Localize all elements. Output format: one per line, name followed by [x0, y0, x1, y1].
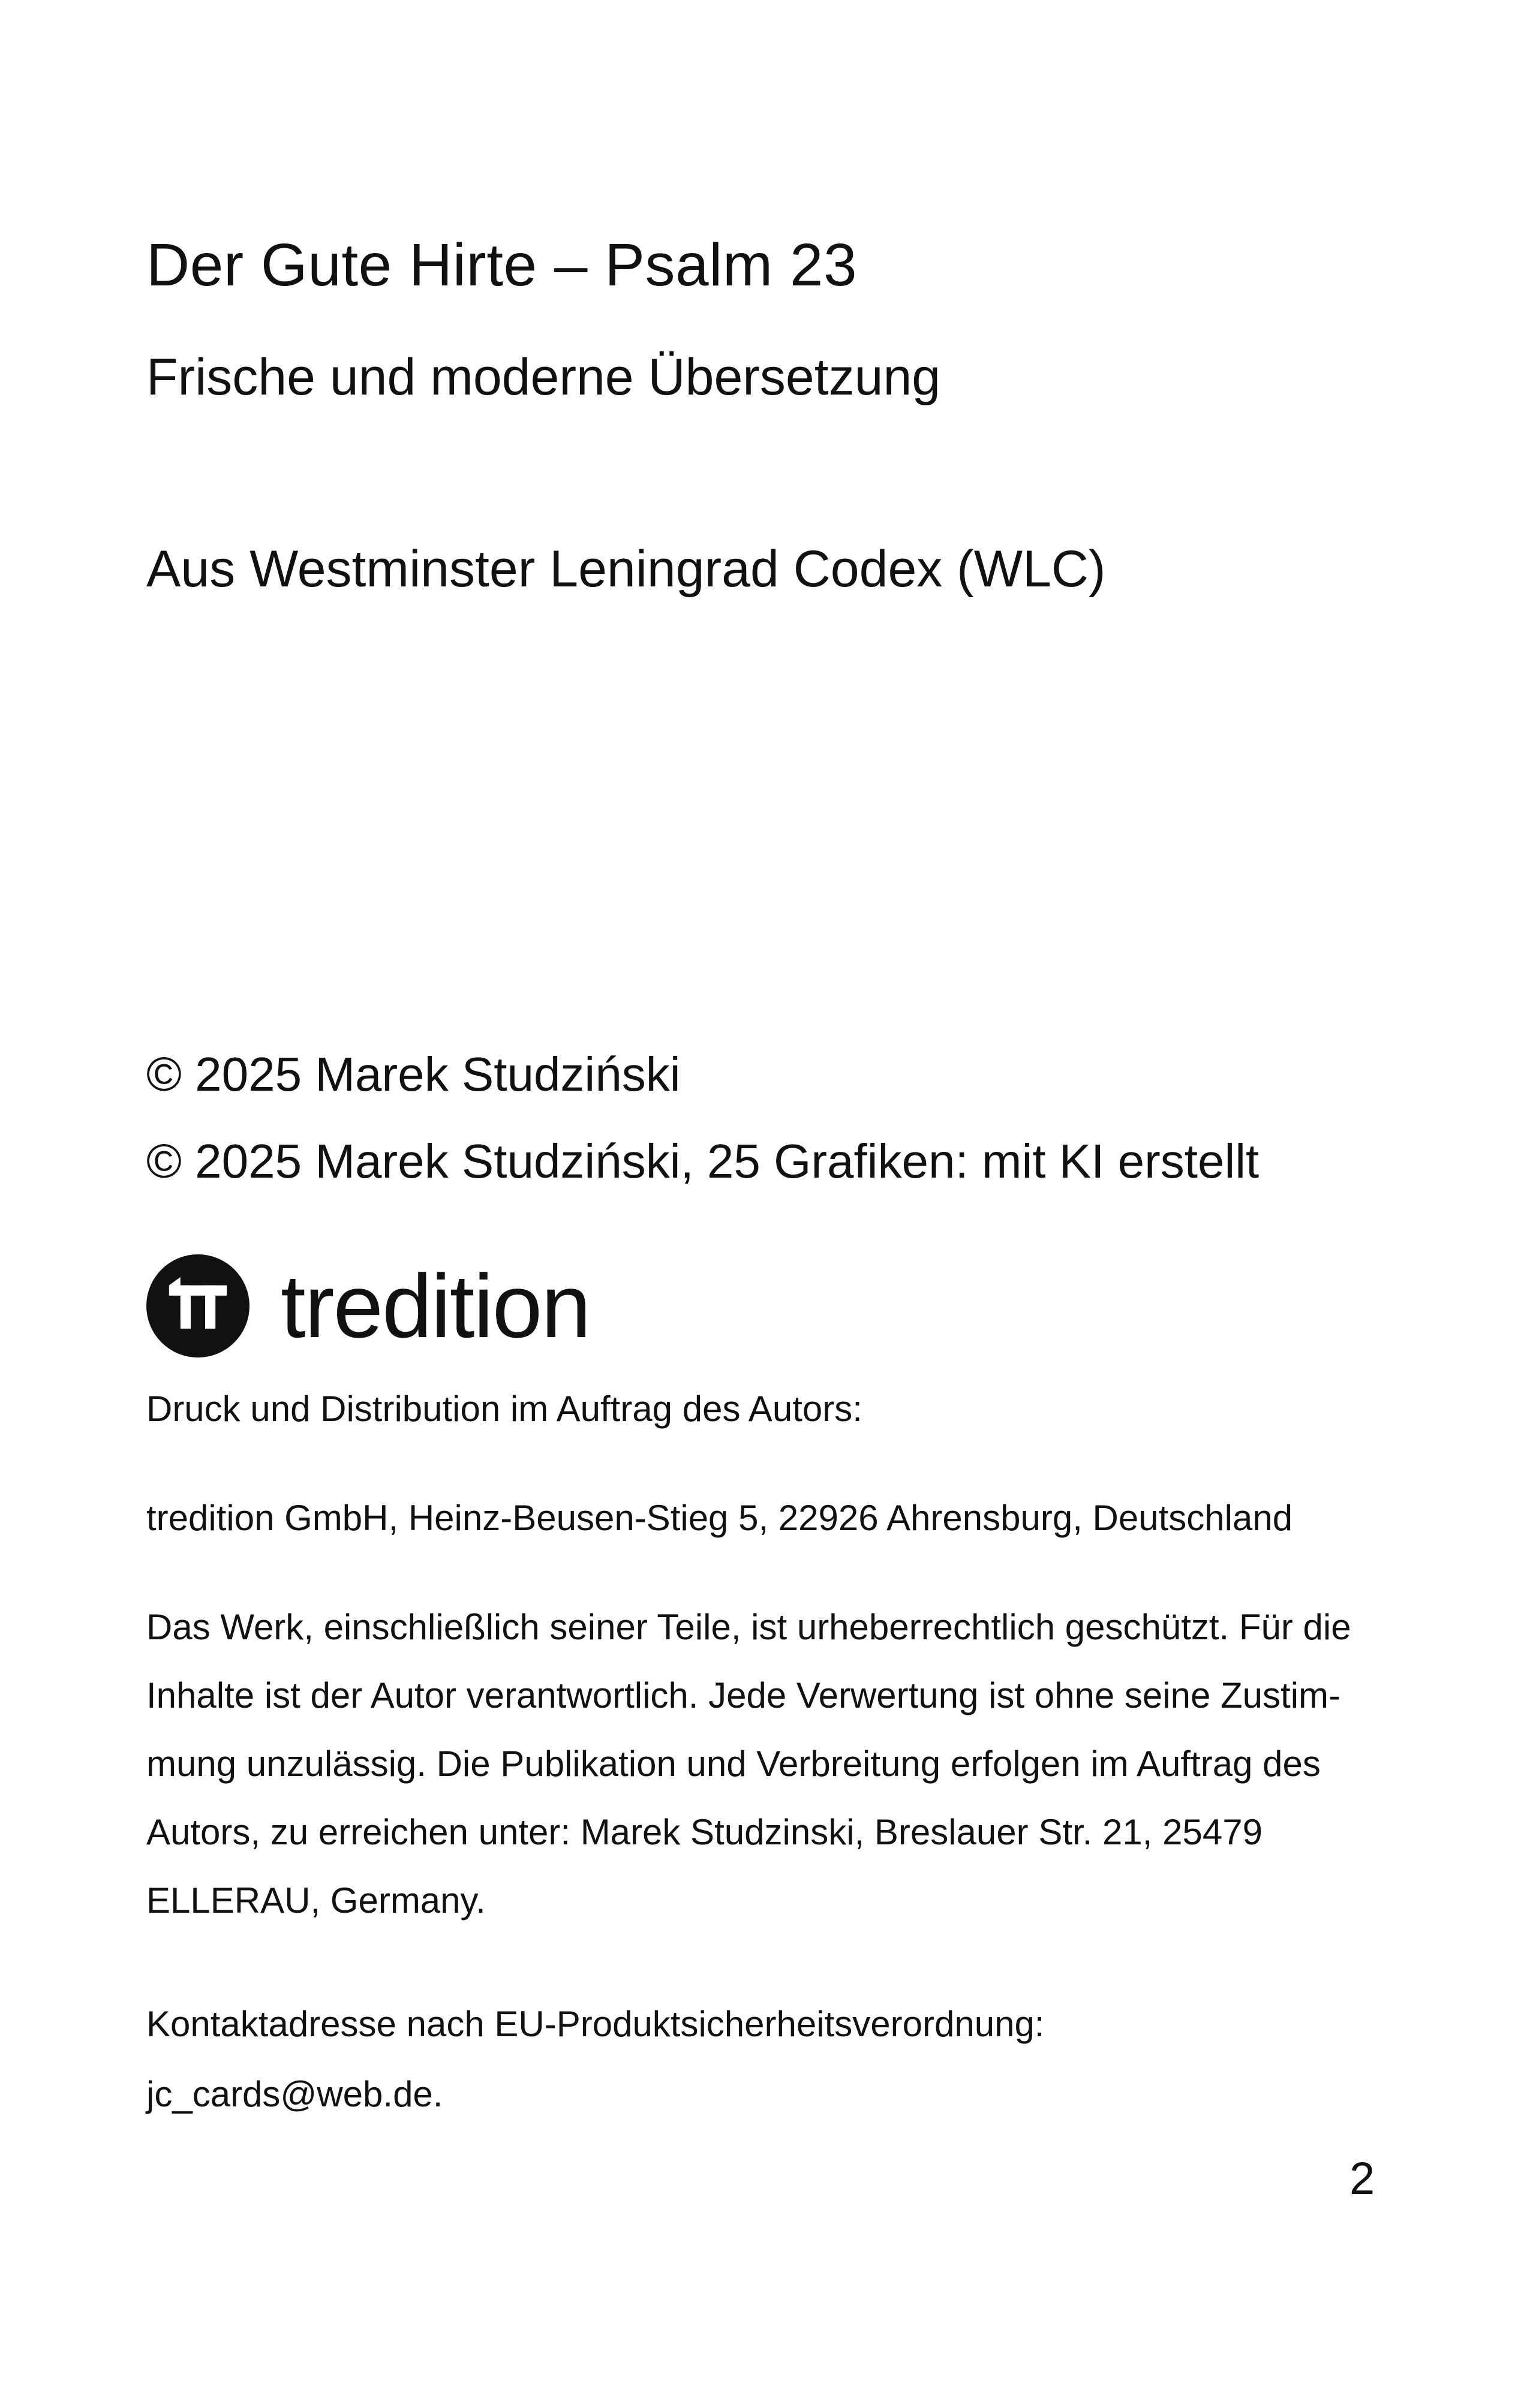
- tredition-wordmark: tredition: [281, 1256, 590, 1356]
- publisher-address: tredition GmbH, Heinz-Beusen-Stieg 5, 22926 Ahrensburg, Deutschland: [146, 1498, 1293, 1538]
- copyright-line-graphics: © 2025 Marek Studziński, 25 Grafiken: mit KI erstellt: [146, 1134, 1260, 1188]
- source-text: Aus Westminster Leningrad Codex (WLC): [146, 540, 1106, 598]
- contact-email: jc_cards@web.de.: [146, 2074, 443, 2114]
- legal-line: ELLERAU, Germany.: [146, 1880, 486, 1921]
- tredition-logo-icon: [146, 1254, 250, 1357]
- book-title: Der Gute Hirte – Psalm 23: [146, 231, 858, 299]
- printing-note: Druck und Distribution im Auftrag des Autors:: [146, 1389, 862, 1429]
- page-number: 2: [1349, 2153, 1375, 2204]
- legal-line: mung unzulässig. Die Publikation und Verbreitung erfolgen im Auftrag des: [146, 1744, 1321, 1784]
- legal-line: Inhalte ist der Autor verantwortlich. Jede Verwertung ist ohne seine Zustim-: [146, 1675, 1340, 1715]
- legal-line: Autors, zu erreichen unter: Marek Studzinski, Breslauer Str. 21, 25479: [146, 1812, 1263, 1852]
- contact-notice: [146, 1989, 1044, 2129]
- copyright-line: © 2025 Marek Studziński: [146, 1048, 681, 1101]
- legal-notice: [146, 1593, 1382, 1935]
- legal-line: Das Werk, einschließlich seiner Teile, ist urheberrechtlich geschützt. Für die: [146, 1607, 1351, 1647]
- publisher-logo: [146, 1252, 590, 1360]
- book-subtitle: Frische und moderne Übersetzung: [146, 348, 941, 406]
- contact-label: Kontaktadresse nach EU-Produktsicherheitsverordnung:: [146, 2004, 1045, 2044]
